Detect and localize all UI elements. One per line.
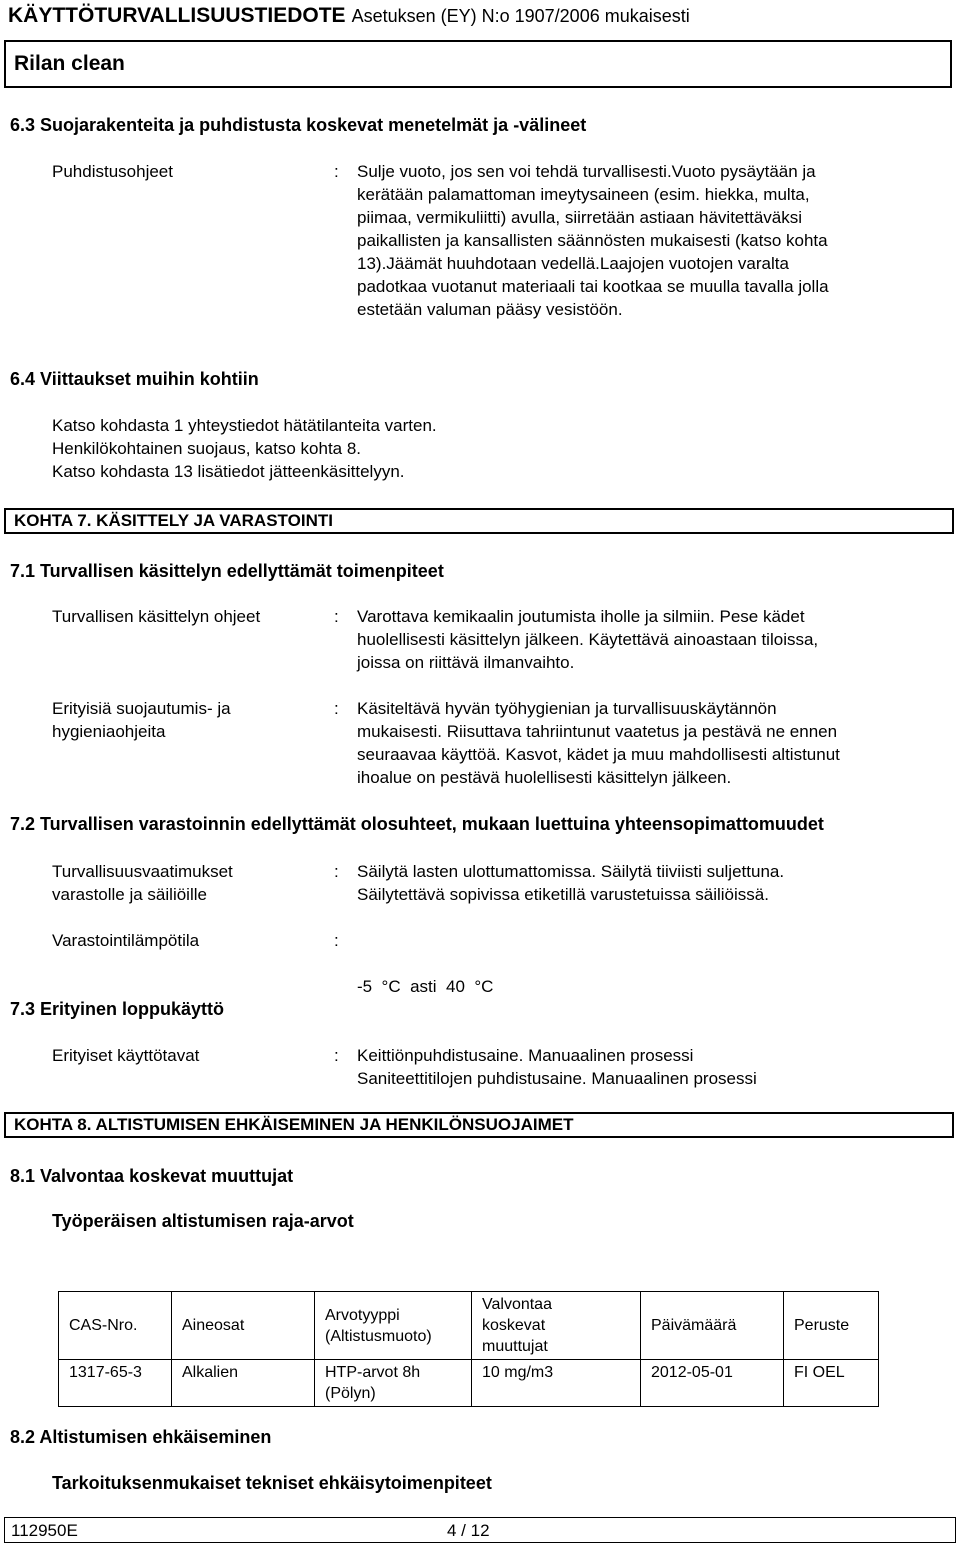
table-row: [59, 1360, 879, 1407]
label-storage-requirements: [52, 860, 233, 906]
colon: :: [334, 607, 339, 626]
heading-7-3: 7.3 Erityinen loppukäyttö: [10, 999, 225, 1019]
heading-6-3: 6.3 Suojarakenteita ja puhdistusta koskevat menetelmät ja -välineet: [10, 115, 587, 135]
header-component: Aineosat: [172, 1292, 315, 1360]
text-line: mukaisesti. Riisuttava tahriintunut vaatetus ja pestävä ne ennen: [357, 722, 838, 741]
colon: :: [334, 931, 339, 950]
colon: :: [334, 162, 339, 181]
cell-date: 2012-05-01: [641, 1360, 784, 1407]
value-specific-uses: [357, 1044, 947, 1090]
text-line: Saniteettitilojen puhdistusaine. Manuaalinen prosessi: [357, 1069, 757, 1088]
text-line: Keittiönpuhdistusaine. Manuaalinen prosessi: [357, 1046, 694, 1065]
text-line: Sulje vuoto, jos sen voi tehdä turvallisesti.Vuoto pysäytään ja: [357, 162, 816, 181]
text-line: huolellisesti käsittelyn jälkeen. Käytettävä ainoastaan tiloissa,: [357, 630, 819, 649]
text-line: piimaa, vermikuliitti) avulla, siirretään astiaan hävitettäväksi: [357, 208, 803, 227]
value-storage-requirements: [357, 860, 947, 906]
exposure-limits-table: [58, 1291, 879, 1407]
references-text: [52, 414, 437, 483]
text-line: Henkilökohtainen suojaus, katso kohta 8.: [52, 439, 362, 458]
document-number: 112950E: [11, 1521, 78, 1540]
cell-component: Alkalien: [172, 1360, 315, 1407]
cell-cas: 1317-65-3: [59, 1360, 172, 1407]
heading-6-4: 6.4 Viittaukset muihin kohtiin: [10, 369, 259, 389]
heading-8-1: 8.1 Valvontaa koskevat muuttujat: [10, 1166, 294, 1186]
heading-8-2: 8.2 Altistumisen ehkäiseminen: [10, 1427, 272, 1447]
regulation-text: Asetuksen (EY) N:o 1907/2006 mukaisesti: [351, 6, 690, 26]
section-8-box: [4, 1112, 954, 1138]
label-specific-uses: Erityiset käyttötavat: [52, 1046, 200, 1065]
cell-basis: FI OEL: [784, 1360, 879, 1407]
header-value-type: Arvotyyppi (Altistusmuoto): [315, 1292, 472, 1360]
label-hygiene: [52, 697, 231, 743]
title-text: KÄYTTÖTURVALLISUUSTIEDOTE: [8, 4, 346, 27]
colon: :: [334, 1046, 339, 1065]
heading-7-1: 7.1 Turvallisen käsittelyn edellyttämät toimenpiteet: [10, 561, 444, 581]
section-8-title: KOHTA 8. ALTISTUMISEN EHKÄISEMINEN JA HENKILÖNSUOJAIMET: [14, 1115, 574, 1134]
text-line: Varottava kemikaalin joutumista iholle ja silmiin. Pese kädet: [357, 607, 805, 626]
label-line: Turvallisen käsittelyn ohjeet: [52, 607, 261, 626]
label-line: hygieniaohjeita: [52, 722, 166, 741]
subheading-engineering-controls: Tarkoituksenmukaiset tekniset ehkäisytoimenpiteet: [52, 1473, 492, 1493]
text-line: Säilytettävä sopivissa etiketillä varustetuissa säiliöissä.: [357, 885, 769, 904]
header-date: Päivämäärä: [641, 1292, 784, 1360]
page-number: 4 / 12: [447, 1521, 490, 1540]
text-line: ihoalue on pestävä huolellisesti käsittelyn jälkeen.: [357, 768, 732, 787]
value-cleaning: [357, 160, 947, 321]
text-line: Katso kohdasta 1 yhteystiedot hätätilanteita varten.: [52, 416, 437, 435]
label-cleaning: Puhdistusohjeet: [52, 162, 173, 181]
table-header-row: [59, 1292, 879, 1360]
heading-7-2: 7.2 Turvallisen varastoinnin edellyttämät olosuhteet, mukaan luettuina yhteensopimattomuudet: [10, 814, 824, 834]
cell-control-parameters: 10 mg/m3: [472, 1360, 641, 1407]
colon: :: [334, 862, 339, 881]
label-line: varastolle ja säiliöille: [52, 885, 207, 904]
document-title: [8, 4, 690, 28]
subheading-exposure-limits: Työperäisen altistumisen raja-arvot: [52, 1211, 354, 1231]
value-storage-temperature: [357, 929, 947, 1021]
label-line: Erityisiä suojautumis- ja: [52, 699, 231, 718]
header-cas: CAS-Nro.: [59, 1292, 172, 1360]
text-line: Säilytä lasten ulottumattomissa. Säilytä tiiviisti suljettuna.: [357, 862, 785, 881]
text-line: Käsiteltävä hyvän työhygienian ja turvallisuuskäytännön: [357, 699, 777, 718]
text-line: paikallisten ja kansallisten säännösten mukaisesti (katso kohta: [357, 231, 828, 250]
text-line: 13).Jäämät huuhdotaan vedellä.Laajojen vuotojen varalta: [357, 254, 789, 273]
text-line: estetään valuman pääsy vesistöön.: [357, 300, 623, 319]
cell-value-type: HTP-arvot 8h (Pölyn): [315, 1360, 472, 1407]
product-name: Rilan clean: [14, 52, 125, 75]
colon: :: [334, 699, 339, 718]
section-7-title: KOHTA 7. KÄSITTELY JA VARASTOINTI: [14, 511, 333, 530]
label-safe-handling: [52, 605, 260, 628]
product-name-box: [4, 40, 952, 88]
text-line: padotkaa vuotanut materiaali tai kootkaa se muulla tavalla jolla: [357, 277, 829, 296]
value-hygiene: [357, 697, 947, 789]
header-basis: Peruste: [784, 1292, 879, 1360]
section-7-box: [4, 508, 954, 534]
text-line: joissa on riittävä ilmanvaihto.: [357, 653, 575, 672]
header-control-parameters: Valvontaa koskevat muuttujat: [472, 1292, 641, 1360]
text-line: seuraavaa käyttöä. Kasvot, kädet ja muu mahdollisesti altistunut: [357, 745, 840, 764]
text-line: kerätään palamattoman imeytysaineen (esim. hiekka, multa,: [357, 185, 810, 204]
label-line: Varastointilämpötila: [52, 931, 200, 950]
value-safe-handling: [357, 605, 947, 674]
text-line: -5 °C asti 40 °C: [357, 977, 494, 996]
label-line: Turvallisuusvaatimukset: [52, 862, 233, 881]
text-line: Katso kohdasta 13 lisätiedot jätteenkäsittelyyn.: [52, 462, 405, 481]
label-storage-temperature: [52, 929, 199, 952]
page-footer: [4, 1517, 956, 1543]
